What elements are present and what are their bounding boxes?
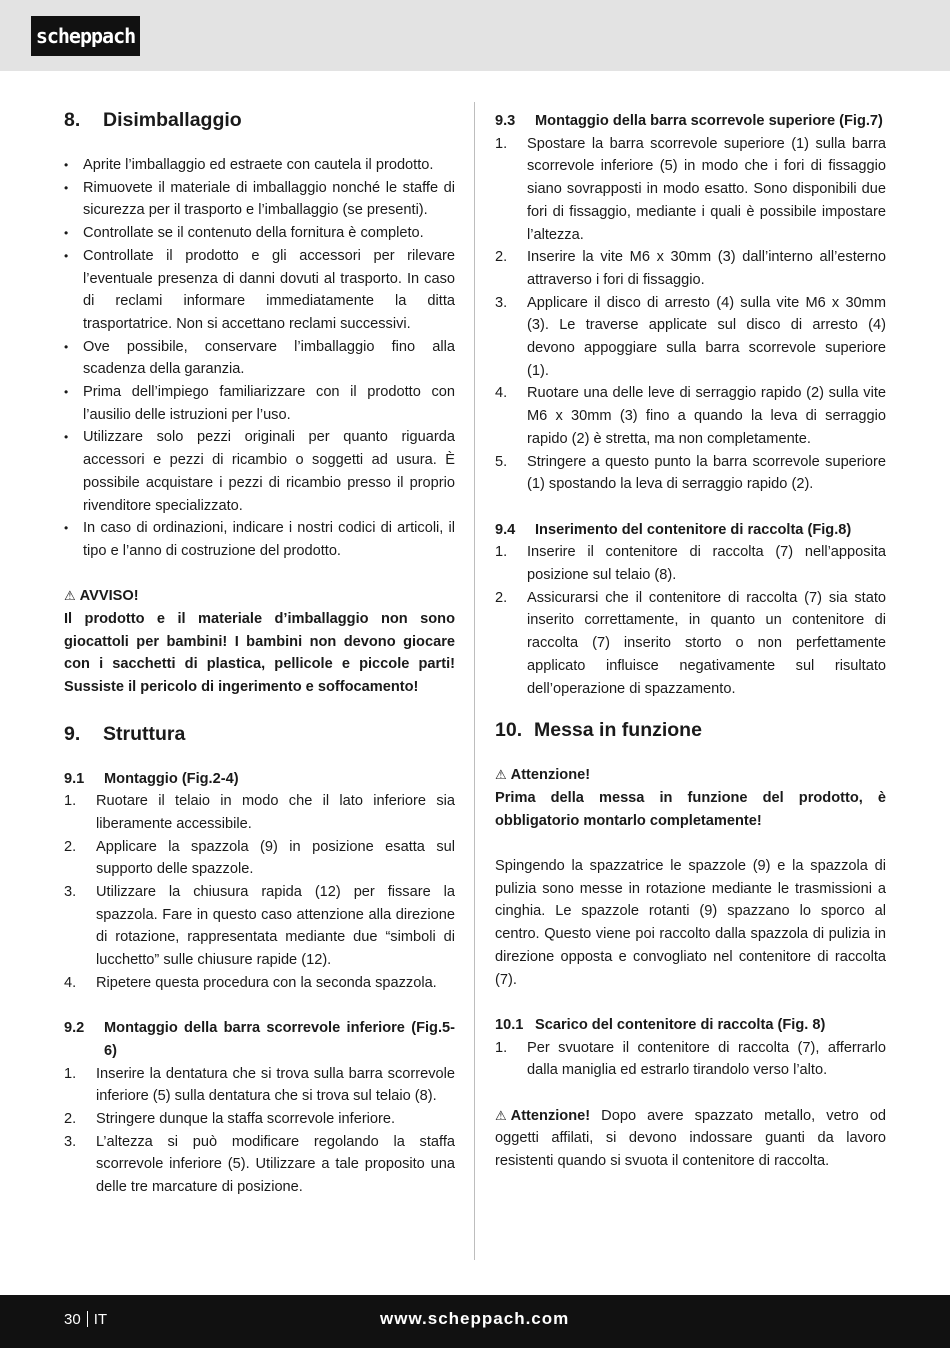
step-text: L’altezza si può modificare regolando la staffa scorrevole inferiore (5). Utilizzare a tale proposito una delle tre marcature di posizione. (96, 1133, 455, 1196)
section-10-heading (495, 718, 886, 742)
warning-title: AVVISO! (79, 588, 139, 605)
subsection-9-1-heading (64, 768, 455, 791)
subsection-10-1-heading (495, 1014, 886, 1037)
left-column (64, 102, 455, 1199)
operation-paragraph: Spingendo la spazzatrice le spazzole (9) e la spazzola di pulizia sono messe in rotazione mediante le trasmissioni a cinghia. Le spazzole rotanti (9) spazzano lo sporco al centro. Questo viene poi raccolto dalla spazzola di pulizia in direzione opposta e convogliato nel contenitore di raccolta (7). (495, 858, 886, 988)
warning-heading (64, 585, 455, 608)
section-8-heading (64, 108, 455, 132)
step-item (495, 246, 886, 291)
steps-9-4 (495, 541, 886, 700)
step-item (64, 1108, 455, 1131)
step-text: Spostare la barra scorrevole superiore (1) sulla barra scorrevole inferiore (5) in modo che i fori di fissaggio siano sovrapposti in modo esatto. Sono disponibili due fori di fissaggio, mediante i quali è possibile impostare l’altezza. (527, 135, 886, 243)
list-item: • Aprite l’imballaggio ed estraete con cautela il prodotto. (64, 154, 455, 177)
step-text: Ruotare il telaio in modo che il lato inferiore sia liberamente accessibile. (96, 793, 455, 832)
step-item (64, 836, 455, 881)
list-item: • Rimuovete il materiale di imballaggio nonché le staffe di sicurezza per il trasporto e l’imballaggio (se presenti). (64, 177, 455, 222)
step-number: 2. (64, 1111, 77, 1128)
list-item: • In caso di ordinazioni, indicare i nostri codici di articoli, il tipo e l’anno di costruzione del prodotto. (64, 517, 455, 562)
step-number: 1. (495, 135, 508, 152)
steps-10-1 (495, 1037, 886, 1082)
step-text: Assicurarsi che il contenitore di raccolta (7) sia stato inserito correttamente, in quanto un contenitore di raccolta (7) inserito storto o non perfettamente applicato influisce negativamente sul risultato dell’operazione di spazzamento. (527, 589, 886, 697)
website-link[interactable]: www.scheppach.com (380, 1309, 570, 1328)
list-item: • Ove possibile, conservare l’imballaggio fino alla scadenza della garanzia. (64, 336, 455, 381)
step-text: Per svuotare il contenitore di raccolta (7), afferrarlo dalla maniglia ed estrarlo tirandolo verso l’alto. (527, 1039, 886, 1079)
step-number: 5. (495, 453, 508, 470)
list-item: • Utilizzare solo pezzi originali per quanto riguarda accessori e pezzi di ricambio o soggetti ad usura. È possibile acquistare i pezzi di ricambio presso il proprio rivenditore specializzato. (64, 426, 455, 517)
page-header (0, 0, 950, 71)
step-item (495, 292, 886, 383)
subsection-title: Scarico del contenitore di raccolta (Fig. 8) (535, 1016, 826, 1033)
step-number: 2. (64, 838, 77, 855)
scheppach-logo: scheppach (31, 16, 140, 56)
step-item (495, 382, 886, 450)
step-number: 1. (495, 544, 508, 561)
section-number: 8. (64, 109, 81, 131)
step-number: 2. (495, 249, 508, 266)
step-item (495, 587, 886, 701)
step-text: Stringere a questo punto la barra scorrevole superiore (1) spostando la leva di serraggio rapido (2). (527, 453, 886, 493)
language-code: IT (93, 1311, 108, 1328)
step-text: Stringere dunque la staffa scorrevole inferiore. (96, 1111, 396, 1128)
step-text: Inserire la dentatura che si trova sulla barra scorrevole inferiore (5) sulla dentatura che si trova sul telaio (8). (96, 1065, 455, 1105)
step-item (495, 541, 886, 586)
step-text: Applicare il disco di arresto (4) sulla vite M6 x 30mm (3). Le traverse applicate sul disco di arresto (4) devono appoggiare sulla barra scorrevole superiore (1). (527, 294, 886, 379)
step-number: 3. (495, 294, 508, 311)
step-number: 3. (64, 884, 77, 901)
subsection-number: 9.2 (64, 1020, 85, 1037)
step-text: Inserire la vite M6 x 30mm (3) dall’interno all’esterno attraverso i fori di fissaggio. (527, 249, 886, 288)
step-item (495, 451, 886, 496)
step-number: 4. (64, 974, 77, 991)
step-text: Applicare la spazzola (9) in posizione esatta sul supporto delle spazzole. (96, 838, 455, 878)
subsection-number: 9.1 (64, 770, 85, 787)
step-number: 4. (495, 385, 508, 402)
subsection-title: Inserimento del contenitore di raccolta (Fig.8) (535, 521, 852, 538)
separator (87, 1311, 88, 1327)
step-item (64, 790, 455, 835)
section-title: Messa in funzione (534, 719, 702, 742)
section-number: 9. (64, 722, 81, 745)
section-title: Struttura (103, 722, 186, 745)
subsection-9-4-heading (495, 519, 886, 542)
steps-9-2 (64, 1063, 455, 1199)
step-item (64, 881, 455, 972)
attention-title: Attenzione! (510, 767, 591, 784)
section-number: 10. (495, 719, 523, 742)
step-item (64, 1131, 455, 1199)
step-item (495, 133, 886, 247)
step-item (64, 1063, 455, 1108)
subsection-title: Montaggio della barra scorrevole inferiore (Fig.5-6) (104, 1020, 455, 1059)
attention-heading (495, 764, 886, 787)
subsection-number: 9.4 (495, 521, 516, 538)
page-number-value: 30 (64, 1311, 81, 1328)
attention-note-text: Dopo avere spazzato metallo, vetro od oggetti affilati, si devono indossare guanti da lavoro resistenti quando si svuota il contenitore di raccolta. (495, 1107, 886, 1170)
warning-text: Il prodotto e il materiale d’imballaggio non sono giocattoli per bambini! I bambini non devono giocare con i sacchetti di plastica, pellicole e piccole parti! Sussiste il pericolo di ingerimento e soffocamento! (64, 611, 455, 696)
subsection-number: 10.1 (495, 1016, 524, 1033)
list-item: • Controllate se il contenuto della fornitura è completo. (64, 222, 455, 245)
section-9-heading (64, 722, 455, 746)
attention-note (495, 1105, 886, 1173)
attention-text: Prima della messa in funzione del prodotto, è obbligatorio montarlo completamente! (495, 789, 886, 829)
step-text: Utilizzare la chiusura rapida (12) per fissare la spazzola. Fare in questo caso attenzione alla direzione di rotazione, rappresentata mediante due “simboli di lucchetto” sulle chiusure rapide (12). (96, 884, 455, 969)
step-number: 1. (64, 1065, 77, 1082)
steps-9-1 (64, 790, 455, 994)
step-item (495, 1037, 886, 1082)
step-number: 1. (64, 793, 77, 810)
section-title: Disimballaggio (103, 109, 242, 131)
subsection-title: Montaggio della barra scorrevole superiore (Fig.7) (535, 113, 883, 129)
warning-icon: ⚠ (495, 1107, 507, 1123)
step-item (64, 972, 455, 995)
subsection-9-2-heading (64, 1017, 455, 1062)
column-divider (474, 102, 475, 1260)
subsection-number: 9.3 (495, 113, 516, 129)
attention-title: Attenzione! (510, 1107, 591, 1124)
step-text: Ruotare una delle leve di serraggio rapido (2) sulla vite M6 x 30mm (3) fino a quando la leva di serraggio rapido (2) è stretta, ma non completamente. (527, 385, 886, 447)
page-number (64, 1310, 107, 1330)
page-footer (0, 1295, 950, 1348)
step-text: Inserire il contenitore di raccolta (7) nell’apposita posizione sul telaio (8). (527, 544, 886, 584)
step-number: 3. (64, 1133, 77, 1150)
step-number: 1. (495, 1039, 508, 1056)
unpacking-list (64, 154, 455, 563)
steps-9-3 (495, 133, 886, 496)
step-text: Ripetere questa procedura con la seconda spazzola. (96, 974, 437, 991)
subsection-9-3-heading (495, 110, 886, 133)
warning-icon: ⚠ (64, 588, 76, 604)
list-item: • Prima dell’impiego familiarizzare con il prodotto con l’ausilio delle istruzioni per l’uso. (64, 381, 455, 426)
step-number: 2. (495, 589, 508, 606)
list-item: • Controllate il prodotto e gli accessori per rilevare l’eventuale presenza di danni dovuti al trasporto. In caso di reclami informare immediatamente la ditta trasportatrice. Non si accettano reclami successivi. (64, 245, 455, 336)
right-column (495, 110, 886, 1173)
subsection-title: Montaggio (Fig.2-4) (104, 770, 239, 787)
warning-icon: ⚠ (495, 767, 507, 783)
